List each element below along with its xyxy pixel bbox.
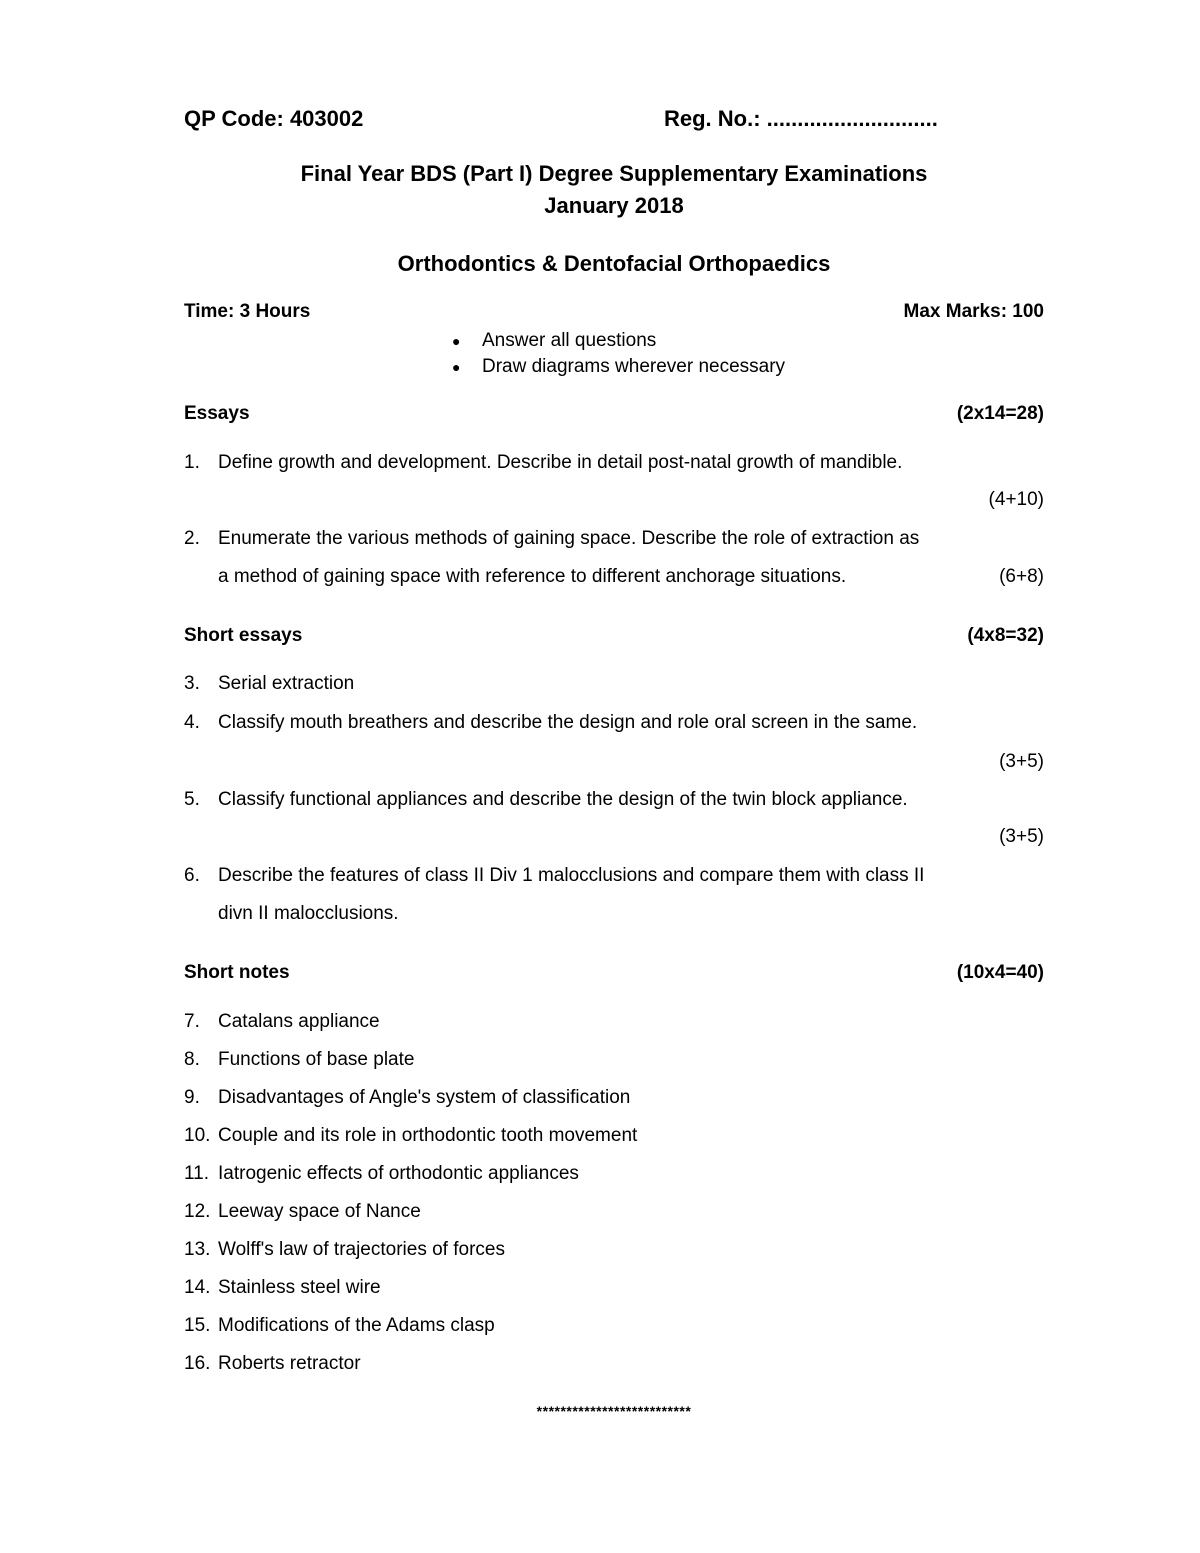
- question-item: 16. Roberts retractor: [184, 1353, 361, 1374]
- end-marker: **************************: [536, 1403, 692, 1419]
- instructions-list: [446, 328, 785, 380]
- header-row: [184, 106, 1044, 132]
- exam-date: January 2018: [544, 193, 684, 218]
- question-item: 2. Enumerate the various methods of gaining space. Describe the role of extraction as a method of gaining space with reference to different anchorage situations. (6+8): [184, 520, 1044, 596]
- question-item: 15. Modifications of the Adams clasp: [184, 1315, 495, 1336]
- question-marks: (3+5): [999, 751, 1044, 772]
- question-marks: (3+5): [999, 826, 1044, 847]
- question-item: 12. Leeway space of Nance: [184, 1201, 421, 1222]
- question-item: 10. Couple and its role in orthodontic tooth movement: [184, 1125, 638, 1146]
- question-item: 7. Catalans appliance: [184, 1011, 380, 1032]
- question-item: 13. Wolff's law of trajectories of forces: [184, 1239, 505, 1260]
- question-item: 8. Functions of base plate: [184, 1049, 415, 1070]
- question-item: 4. Classify mouth breathers and describe the design and role oral screen in the same.: [184, 712, 918, 733]
- question-marks: (6+8): [999, 566, 1044, 587]
- subject-title: Orthodontics & Dentofacial Orthopaedics: [397, 251, 831, 276]
- question-item: 5. Classify functional appliances and describe the design of the twin block appliance.: [184, 789, 908, 810]
- instruction-item: ● Draw diagrams wherever necessary: [446, 354, 785, 380]
- question-item: 14. Stainless steel wire: [184, 1277, 381, 1298]
- bullet-icon: ●: [452, 333, 461, 349]
- instruction-item: ● Answer all questions: [446, 328, 785, 354]
- reg-no: Reg. No.: ............................: [664, 106, 938, 131]
- qp-code: QP Code: 403002: [184, 106, 364, 131]
- question-item: 9. Disadvantages of Angle's system of classification: [184, 1087, 631, 1108]
- question-item: 6. Describe the features of class II Div 1 malocclusions and compare them with class II divn II malocclusions.: [184, 865, 925, 924]
- max-marks: Max Marks: 100: [903, 301, 1044, 322]
- section-heading-essays: Essays (2x14=28): [184, 403, 1044, 424]
- bullet-icon: ●: [452, 359, 461, 375]
- question-marks: (4+10): [988, 489, 1044, 510]
- section-heading-short-notes: Short notes (10x4=40): [184, 962, 1044, 983]
- section-heading-short-essays: Short essays (4x8=32): [184, 625, 1044, 646]
- exam-title: Final Year BDS (Part I) Degree Supplementary Examinations: [300, 161, 928, 186]
- exam-paper: [184, 0, 1044, 1553]
- exam-info-row: [184, 301, 1044, 323]
- question-item: 3. Serial extraction: [184, 673, 355, 694]
- question-item: 1. Define growth and development. Describe in detail post-natal growth of mandible.: [184, 452, 903, 473]
- exam-time: Time: 3 Hours: [184, 301, 311, 322]
- question-item: 11. Iatrogenic effects of orthodontic appliances: [184, 1163, 579, 1184]
